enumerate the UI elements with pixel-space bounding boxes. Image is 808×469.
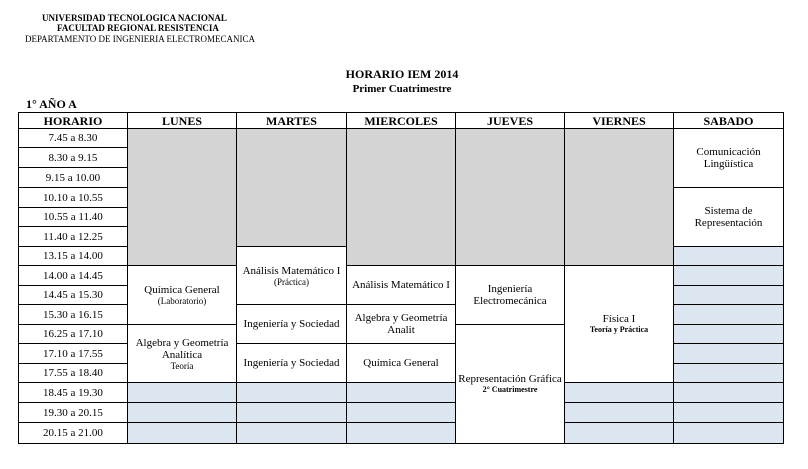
time-slot: [18, 344, 128, 364]
class-sistema-representacion: [674, 188, 784, 247]
empty-slot: [674, 423, 784, 444]
empty-block: [128, 129, 237, 266]
schedule-title: HORARIO IEM 2014: [345, 67, 459, 81]
time-slot-label: 20.15 a 21.00: [43, 427, 103, 439]
class-analisis-matematico: [347, 266, 456, 305]
time-slot: [18, 286, 128, 305]
time-slot-label: 14.00 a 14.45: [43, 269, 103, 282]
empty-slot: [237, 423, 347, 444]
time-slot: [18, 364, 128, 383]
class-title: Comunicación Lingüística: [696, 146, 761, 170]
time-slot: [18, 305, 128, 325]
time-slot: [18, 148, 128, 168]
time-slot-label: 15.30 a 16.15: [43, 308, 103, 321]
empty-slot: [674, 286, 784, 305]
time-slot: [18, 383, 128, 403]
class-quimica-general: [347, 344, 456, 383]
faculty-name: FACULTAD REGIONAL RESISTENCIA: [57, 23, 219, 33]
empty-slot: [674, 266, 784, 286]
empty-slot: [237, 383, 347, 403]
schedule-subtitle: Primer Cuatrimestre: [352, 83, 452, 95]
class-title: Ingeniería Electromecánica: [473, 283, 547, 307]
time-slot-label: 16.25 a 17.10: [43, 328, 103, 340]
class-title: Análisis Matemático I: [352, 279, 450, 291]
time-slot-label: 17.55 a 18.40: [43, 367, 103, 379]
class-title: Ingeniería y Sociedad: [243, 357, 340, 369]
class-comunicacion-linguistica: [674, 129, 784, 188]
time-slot-label: 9.15 a 10.00: [45, 171, 101, 184]
column-header-martes: [237, 112, 347, 129]
time-slot-label: 7.45 a 8.30: [48, 132, 98, 144]
class-ingenieria-sociedad: [237, 344, 347, 383]
time-slot: [18, 423, 128, 444]
class-algebra-teoria: [128, 325, 237, 383]
time-slot-label: 14.45 a 15.30: [43, 289, 103, 301]
column-header-label: SABADO: [703, 113, 754, 128]
time-slot-label: 13.15 a 14.00: [43, 250, 103, 262]
empty-slot: [674, 247, 784, 266]
class-title: Química General: [144, 284, 220, 296]
empty-slot: [674, 325, 784, 344]
class-note: (Práctica): [274, 276, 309, 287]
class-algebra-geometria: [347, 305, 456, 344]
time-slot-label: 10.10 a 10.55: [43, 191, 103, 204]
time-slot-label: 17.10 a 17.55: [43, 347, 103, 360]
time-slot: [18, 168, 128, 188]
empty-slot: [237, 403, 347, 423]
column-header-label: MIERCOLES: [364, 113, 438, 128]
empty-slot: [565, 423, 674, 444]
empty-slot: [674, 305, 784, 325]
time-slot: [18, 266, 128, 286]
empty-block: [347, 129, 456, 266]
class-note: Teoría y Práctica: [589, 325, 649, 334]
time-slot: [18, 129, 128, 148]
class-title: Ingeniería y Sociedad: [243, 318, 340, 330]
time-slot: [18, 325, 128, 344]
time-slot: [18, 188, 128, 208]
department-name: DEPARTAMENTO DE INGENIERIA ELECTROMECANICA: [25, 34, 255, 44]
column-header-label: MARTES: [266, 113, 317, 128]
empty-slot: [128, 423, 237, 444]
class-title: Análisis Matemático I: [242, 264, 341, 277]
university-name: UNIVERSIDAD TECNOLOGICA NACIONAL: [42, 13, 227, 23]
empty-slot: [347, 383, 456, 403]
empty-slot: [128, 403, 237, 423]
column-header-label: JUEVES: [486, 113, 533, 128]
class-ingenieria-electromecanica: [456, 266, 565, 325]
column-header-label: VIERNES: [592, 113, 646, 128]
empty-slot: [347, 403, 456, 423]
column-header-sabado: [674, 112, 784, 129]
year-label: 1° AÑO A: [26, 97, 77, 111]
empty-slot: [674, 403, 784, 423]
class-title: Sistema de Representación: [694, 205, 763, 229]
time-slot: [18, 208, 128, 227]
column-header-viernes: [565, 112, 674, 129]
class-fisica: [565, 266, 674, 383]
empty-slot: [674, 364, 784, 383]
time-slot-label: 10.55 a 11.40: [43, 211, 103, 223]
empty-slot: [674, 344, 784, 364]
empty-slot: [565, 403, 674, 423]
class-note: (Laboratorio): [157, 296, 207, 306]
class-representacion-grafica: [456, 325, 565, 444]
column-header-label: LUNES: [161, 113, 202, 128]
empty-slot: [128, 383, 237, 403]
column-header-miercoles: [347, 112, 456, 129]
class-title: Representación Gráfica: [458, 373, 562, 385]
class-title: Algebra y Geometría Analit: [354, 312, 448, 336]
empty-slot: [347, 423, 456, 444]
empty-slot: [565, 383, 674, 403]
time-slot-label: 8.30 a 9.15: [48, 151, 98, 164]
time-slot-label: 11.40 a 12.25: [43, 230, 103, 243]
time-slot: [18, 227, 128, 247]
column-header-jueves: [456, 112, 565, 129]
class-quimica-general-lab: [128, 266, 237, 325]
class-note: Teoría: [170, 360, 194, 371]
class-title: Física I: [602, 313, 636, 325]
empty-slot: [674, 383, 784, 403]
class-title: Algebra y Geometría Analítica: [135, 336, 229, 361]
class-analisis-practica: [237, 247, 347, 305]
class-ingenieria-sociedad: [237, 305, 347, 344]
time-slot-label: 18.45 a 19.30: [43, 386, 103, 399]
empty-block: [565, 129, 674, 266]
empty-block: [237, 129, 347, 247]
time-slot-label: 19.30 a 20.15: [43, 406, 103, 419]
empty-block: [456, 129, 565, 266]
schedule-table: [18, 112, 784, 444]
class-note: 2° Cuatrimestre: [482, 385, 538, 394]
time-slot: [18, 403, 128, 423]
class-title: Química General: [363, 357, 439, 369]
column-header-lunes: [128, 112, 237, 129]
column-header-horario: [18, 112, 128, 129]
time-slot: [18, 247, 128, 266]
column-header-label: HORARIO: [43, 113, 103, 128]
